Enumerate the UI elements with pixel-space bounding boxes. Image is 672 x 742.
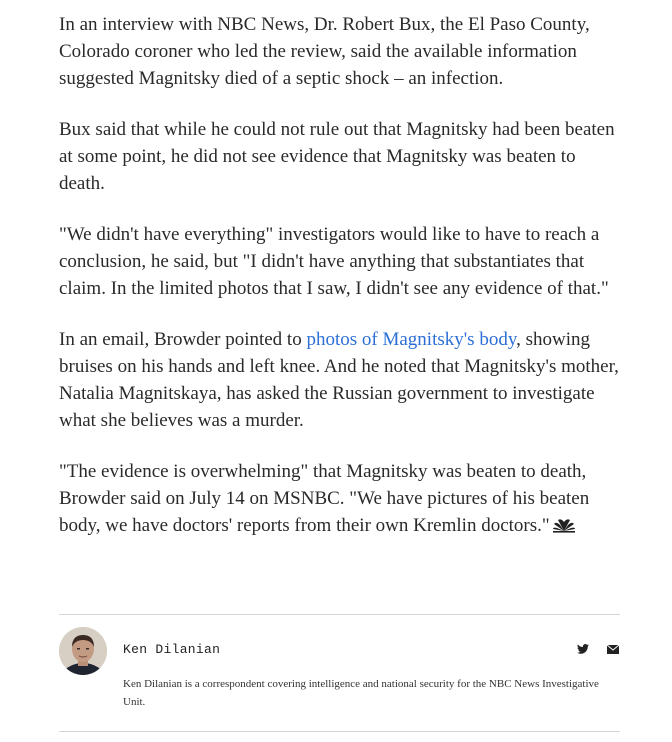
- avatar[interactable]: [59, 627, 107, 675]
- paragraph-text: , showing bruises on his hands and left knee. And he noted that Magnitsky's mother, Natalia Magnitskaya, has asked the Russian government to investigate what she believes was a murder.: [59, 329, 619, 431]
- paragraph-text: "The evidence is overwhelming" that Magnitsky was beaten to death, Browder said on July 14 on MSNBC. "We have pictures of his beaten body, we have doctors' reports from their own Kremlin doctors.": [59, 461, 590, 536]
- mail-icon[interactable]: [605, 642, 621, 656]
- article-paragraph: Bux said that while he could not rule out that Magnitsky had been beaten at some point, he did not see evidence that Magnitsky was beaten to death.: [59, 119, 615, 194]
- divider: [59, 614, 620, 615]
- twitter-icon[interactable]: [575, 642, 591, 656]
- divider: [59, 731, 620, 732]
- article-paragraph: [59, 458, 621, 541]
- nbc-peacock-icon: [552, 514, 576, 541]
- photos-link[interactable]: photos of Magnitsky's body: [306, 329, 517, 350]
- author-name[interactable]: Ken Dilanian: [123, 642, 221, 657]
- article-paragraph: "We didn't have everything" investigators would like to have to reach a conclusion, he said, but "I didn't have anything that substantiates that claim. In the limited photos that I saw, I didn't see any evidence of that.": [59, 224, 609, 299]
- article-paragraph: [59, 326, 621, 434]
- paragraph-text: In an email, Browder pointed to: [59, 329, 307, 350]
- article-paragraph: In an interview with NBC News, Dr. Robert Bux, the El Paso County, Colorado coroner who led the review, said the available information suggested Magnitsky died of a septic shock – an infection.: [59, 14, 590, 89]
- article-body: [59, 11, 621, 565]
- author-bio: Ken Dilanian is a correspondent covering intelligence and national security for the NBC News Investigative Unit.: [123, 678, 599, 708]
